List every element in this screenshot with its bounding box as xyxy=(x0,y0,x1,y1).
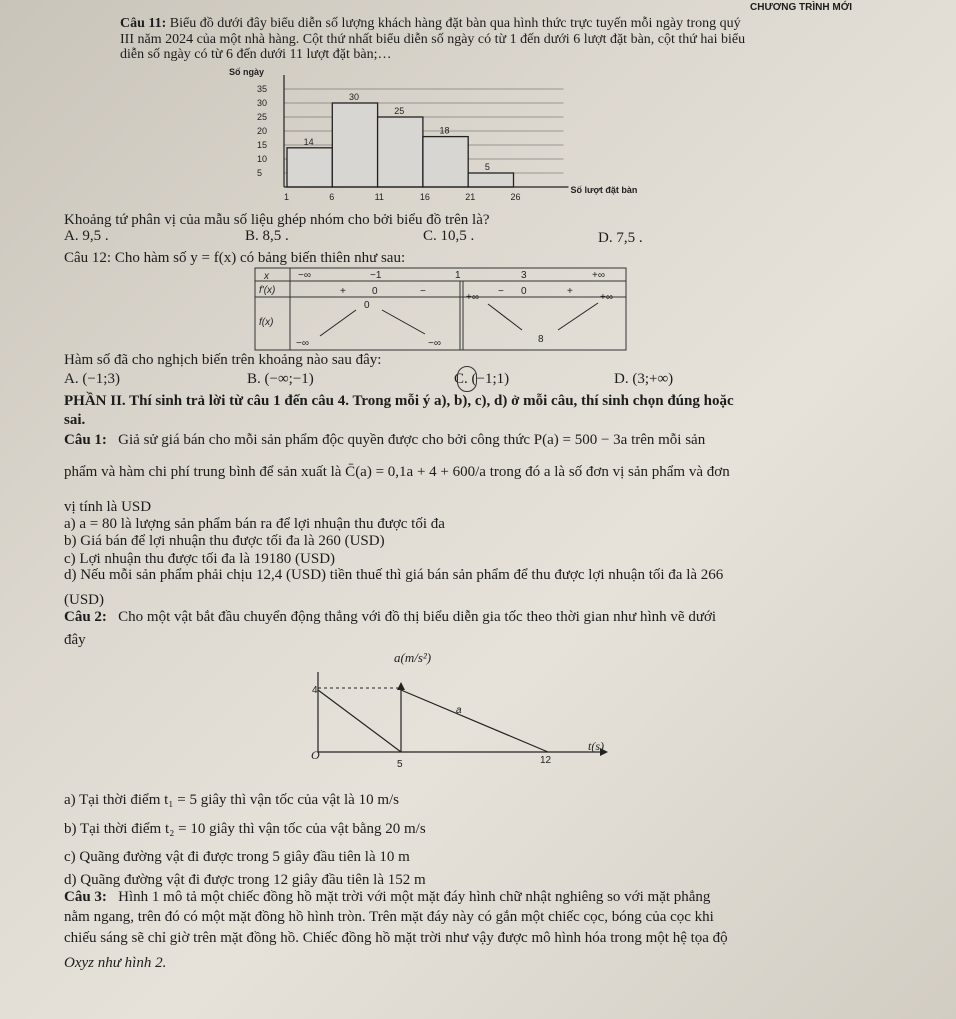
graph-y-label: a(m/s²) xyxy=(394,650,432,665)
table-f-2: −∞ xyxy=(428,338,441,349)
graph-y-tick: 4 xyxy=(312,685,318,696)
q11-option-b[interactable]: B. 8,5 . xyxy=(245,228,289,244)
q3-line1 xyxy=(64,889,710,906)
q2-line2: đây xyxy=(64,632,86,648)
table-x-4: +∞ xyxy=(592,270,605,281)
table-sign-3: − xyxy=(498,286,504,297)
q11-option-a[interactable]: A. 9,5 . xyxy=(64,228,109,244)
q1-item-b[interactable]: b) Giá bán để lợi nhuận thu được tối đa là 260 (USD) xyxy=(64,533,385,549)
q3-text: Hình 1 mô tả một chiếc đồng hồ mặt trời với một mặt đáy hình chữ nhật nghiêng so với mặt phẳng xyxy=(118,889,711,905)
table-f-1: 0 xyxy=(364,300,370,311)
graph-y-arrow xyxy=(397,682,405,690)
q2-item-b[interactable]: b) Tại thời điểm t₂ = 10 giây thì vận tốc của vật bằng 20 m/s xyxy=(64,821,426,837)
table-f-3: +∞ xyxy=(466,292,479,303)
chart-x-tick-label: 1 xyxy=(284,192,290,202)
chart-x-tick-label: 26 xyxy=(510,192,521,202)
q3-line3: chiếu sáng sẽ chỉ giờ trên mặt đồng hồ. Chiếc đồng hồ mặt trời như vậy được mô hình hóa trong một hệ tọa độ xyxy=(64,930,728,946)
chart-x-tick-label: 6 xyxy=(329,192,335,202)
q12-option-b[interactable]: B. (−∞;−1) xyxy=(247,371,314,387)
q1-item-a[interactable]: a) a = 80 là lượng sản phẩm bán ra để lợi nhuận thu được tối đa xyxy=(64,516,445,532)
table-sign-0: + xyxy=(340,286,346,297)
chart-y-tick-label: 15 xyxy=(257,140,268,150)
chart-value-label-0: 14 xyxy=(303,136,314,147)
graph-x-tick-12: 12 xyxy=(540,755,552,766)
q3-line2: nằm ngang, trên đó có một mặt đồng hồ hình tròn. Trên mặt đáy này có gắn một chiếc cọc, bóng của cọc khi xyxy=(64,909,714,925)
chart-value-label-4: 5 xyxy=(484,162,490,172)
graph-origin: O xyxy=(311,748,320,762)
graph-x-tick-5: 5 xyxy=(397,759,403,770)
q2-label: Câu 2: xyxy=(64,609,107,625)
chart-y-tick-label: 35 xyxy=(257,84,268,94)
chart-y-tick-label: 30 xyxy=(257,98,268,108)
q1-line3: vị tính là USD xyxy=(64,499,152,515)
q1-label: Câu 1: xyxy=(64,432,107,448)
q1-line2: phẩm và hàm chi phí trung bình để sản xuất là C̄(a) = 0,1a + 4 + 600/a trong đó a là số đơn vị sản phẩm và đơn xyxy=(64,464,730,480)
q11-option-c[interactable]: C. 10,5 . xyxy=(423,228,475,244)
chart-value-label-2: 25 xyxy=(394,106,405,116)
q12-option-d[interactable]: D. (3;+∞) xyxy=(614,371,674,387)
q2-item-a[interactable]: a) Tại thời điểm t₁ = 5 giây thì vận tốc của vật là 10 m/s xyxy=(64,792,400,808)
q2-text: Cho một vật bắt đầu chuyển động thẳng với đồ thị biểu diễn gia tốc theo thời gian như hình vẽ dưới xyxy=(118,609,717,625)
table-f-4: 8 xyxy=(538,334,544,345)
table-row-x: x xyxy=(264,271,269,282)
q1-item-d[interactable]: d) Nếu mỗi sản phẩm phải chịu 12,4 (USD) tiền thuế thì giá bán sản phẩm để thu được lợi nhuận tối đa là 266 xyxy=(64,567,724,583)
table-x-0: −∞ xyxy=(298,270,311,281)
q11-stem-line3: diễn số ngày có từ 6 đến dưới 11 lượt đặt bàn;… xyxy=(120,47,392,62)
q11-label: Câu 11: xyxy=(120,16,167,31)
chart-value-label-3: 18 xyxy=(439,125,450,136)
table-sign-5: + xyxy=(567,286,573,297)
table-f-0: −∞ xyxy=(296,338,309,349)
q11-question: Khoảng tứ phân vị của mẫu số liệu ghép nhóm cho bởi biểu đồ trên là? xyxy=(64,212,490,228)
table-x-3: 3 xyxy=(521,270,527,281)
header-corner-text: CHƯƠNG TRÌNH MỚI xyxy=(750,2,853,13)
q12-question: Hàm số đã cho nghịch biến trên khoảng nào sau đây: xyxy=(64,352,382,368)
chart-x-tick-label: 16 xyxy=(419,192,430,202)
q1-item-d-cont: (USD) xyxy=(64,592,104,608)
table-sign-1: 0 xyxy=(372,286,378,297)
chart-value-label-1: 30 xyxy=(348,92,359,102)
q2-item-c[interactable]: c) Quãng đường vật đi được trong 5 giây đầu tiên là 10 m xyxy=(64,849,410,865)
part2-heading-line2: sai. xyxy=(64,412,86,428)
q11-option-d[interactable]: D. 7,5 . xyxy=(598,230,643,246)
table-sign-2: − xyxy=(420,286,426,297)
chart-y-tick-label: 25 xyxy=(257,112,268,122)
chart-x-axis-label: Số lượt đặt bàn xyxy=(570,185,638,195)
q3-line4: Oxyz như hình 2. xyxy=(64,955,167,971)
q12-option-a[interactable]: A. (−1;3) xyxy=(64,371,120,387)
chart-y-tick-label: 5 xyxy=(257,168,263,178)
table-x-1: −1 xyxy=(370,270,382,281)
q1-text: Giả sử giá bán cho mỗi sản phẩm độc quyền được cho bởi công thức P(a) = 500 − 3a trên mỗi sản xyxy=(118,432,706,448)
part2-heading: PHẦN II. Thí sinh trả lời từ câu 1 đến câu 4. Trong mỗi ý a), b), c), d) ở mỗi câu, thí sinh chọn đúng hoặc xyxy=(64,393,734,409)
table-x-2: 1 xyxy=(455,270,461,281)
table-row-func: f(x) xyxy=(259,317,274,328)
chart-y-tick-label: 20 xyxy=(257,126,268,136)
chart-y-axis-label: Số ngày xyxy=(229,67,265,77)
q11-stem-line2: III năm 2024 của một nhà hàng. Cột thứ nhất biểu diễn số ngày có từ 1 đến dưới 6 lượt đặt bàn, cột thứ hai biểu xyxy=(120,32,746,47)
graph-corner-label: a xyxy=(456,705,462,716)
q1-item-c[interactable]: c) Lợi nhuận thu được tối đa là 19180 (USD) xyxy=(64,551,336,567)
graph-segment-1 xyxy=(318,690,401,752)
chart-y-tick-label: 10 xyxy=(257,154,268,164)
chart-x-tick-label: 11 xyxy=(374,192,384,202)
q2-item-d[interactable]: d) Quãng đường vật đi được trong 12 giây đầu tiên là 152 m xyxy=(64,872,426,888)
q11-stem-text: Biểu đồ dưới đây biểu diễn số lượng khách hàng đặt bàn qua hình thức trực tuyến mỗi ngày trong quý xyxy=(169,16,741,31)
table-sign-4: 0 xyxy=(521,286,527,297)
q12-stem: Câu 12: Cho hàm số y = f(x) có bảng biến thiên như sau: xyxy=(64,250,406,266)
q3-label: Câu 3: xyxy=(64,889,107,905)
chart-x-tick-label: 21 xyxy=(465,192,476,202)
graph-x-label: t(s) xyxy=(588,739,604,753)
table-f-5: +∞ xyxy=(600,292,613,303)
q12-option-c[interactable]: C. (−1;1) xyxy=(454,371,510,387)
table-row-deriv: f'(x) xyxy=(259,285,276,296)
graph-segment-2 xyxy=(401,690,548,752)
